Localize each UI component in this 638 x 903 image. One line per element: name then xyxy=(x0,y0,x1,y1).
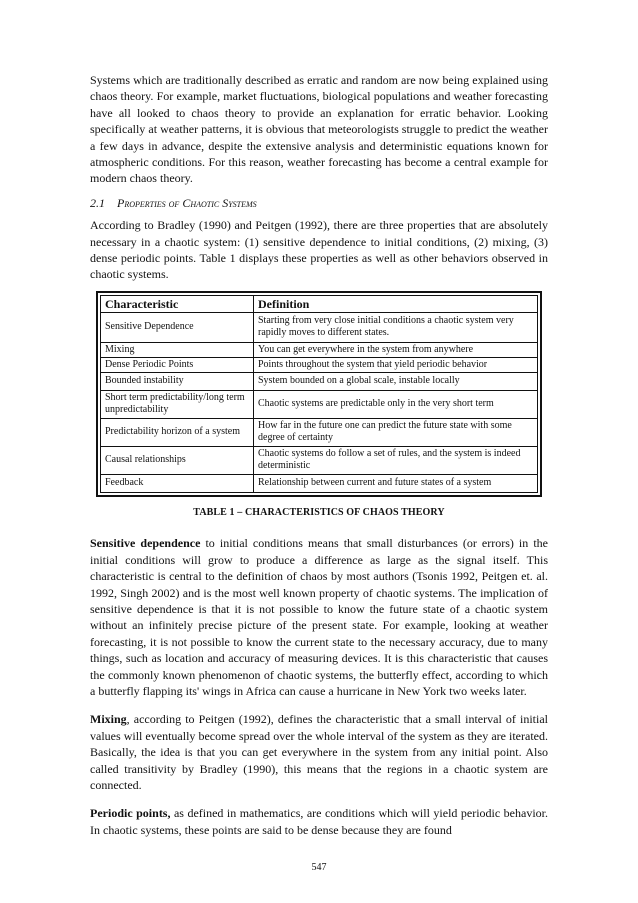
section-heading xyxy=(90,195,548,211)
characteristics-table-frame xyxy=(96,291,542,497)
cell-characteristic: Sensitive Dependence xyxy=(101,312,254,342)
cell-definition: Points throughout the system that yield periodic behavior xyxy=(254,357,538,372)
cell-characteristic: Mixing xyxy=(101,342,254,357)
page-content xyxy=(90,72,548,850)
cell-characteristic: Feedback xyxy=(101,474,254,492)
cell-characteristic: Bounded instability xyxy=(101,372,254,390)
mixing-term: Mixing xyxy=(90,712,127,727)
cell-characteristic: Predictability horizon of a system xyxy=(101,418,254,446)
cell-definition: Relationship between current and future states of a system xyxy=(254,474,538,492)
periodic-points-paragraph xyxy=(90,805,548,838)
sensitive-dependence-term: Sensitive dependence xyxy=(90,536,201,551)
table-row xyxy=(101,390,538,418)
table-row xyxy=(101,312,538,342)
cell-definition: Chaotic systems do follow a set of rules, and the system is indeed deterministic xyxy=(254,446,538,474)
characteristics-table xyxy=(100,295,538,493)
section-paragraph: According to Bradley (1990) and Peitgen (1992), there are three properties that are absolutely necessary in a chaotic system: (1) sensitive dependence to initial conditions, (2) mixing, (3) dense periodic points. Table 1 displays these properties as well as other behaviors observed in chaotic systems. xyxy=(90,218,548,282)
table-row xyxy=(101,342,538,357)
sensitive-dependence-paragraph xyxy=(90,535,548,699)
mixing-paragraph xyxy=(90,711,548,793)
cell-definition: Chaotic systems are predictable only in the very short term xyxy=(254,390,538,418)
table-row xyxy=(101,357,538,372)
cell-characteristic: Dense Periodic Points xyxy=(101,357,254,372)
table-caption: TABLE 1 – CHARACTERISTICS OF CHAOS THEORY xyxy=(193,506,445,518)
section-number: 2.1 xyxy=(90,195,105,210)
sensitive-dependence-text: to initial conditions means that small disturbances (or errors) in the initial conditions will grow to produce a difference as large as the signal itself. This characteristic is central to the definition of chaos by most authors (Tsonis 1992, Peitgen et. al. 1992, Singh 2002) and is the most well known property of chaotic systems. The implication of sensitive dependence is that it is not possible to know the future state of a chaotic system without an infinitely precise picture of the present state. For example, looking at weather forecasting, it is not possible to know the current state to the necessary accuracy, due to many things, such as location and accuracy of measuring devices. It is this characteristic that causes the commonly known phenomenon of chaotic systems, the butterfly effect, according to which a butterfly flapping its' wings in Africa can cause a hurricane in New York two weeks later. xyxy=(90,536,548,698)
header-definition: Definition xyxy=(254,295,538,312)
table-row xyxy=(101,474,538,492)
cell-definition: Starting from very close initial conditions a chaotic system very rapidly moves to different states. xyxy=(254,312,538,342)
table-header-row xyxy=(101,295,538,312)
section-title: Properties of Chaotic Systems xyxy=(117,195,257,210)
cell-characteristic: Causal relationships xyxy=(101,446,254,474)
intro-paragraph: Systems which are traditionally described as erratic and random are now being explained using chaos theory. For example, market fluctuations, biological populations and weather forecasting have all looked to chaos theory to provide an explanation for erratic behavior. Looking specifically at weather patterns, it is obvious that meteorologists struggle to predict the weather a few days in advance, despite the extensive analysis and deterministic equations known for atmospheric conditions. For this reason, weather forecasting has become a central example for modern chaos theory. xyxy=(90,73,548,186)
table-row xyxy=(101,418,538,446)
periodic-points-term: Periodic points, xyxy=(90,806,171,821)
periodic-points-text: as defined in mathematics, are conditions which will yield periodic behavior. In chaotic systems, these points are said to be dense because they are found xyxy=(90,806,548,837)
table-row xyxy=(101,446,538,474)
cell-definition: How far in the future one can predict the future state with some degree of certainty xyxy=(254,418,538,446)
mixing-text: , according to Peitgen (1992), defines the characteristic that a small interval of initial values will eventually become spread over the whole interval of the system as they are iterated. Basically, the idea is that you can get everywhere in the system from any initial point. Also called transitivity by Bradley (1990), this means that the regions in a chaotic system are connected. xyxy=(90,712,548,792)
cell-definition: You can get everywhere in the system from anywhere xyxy=(254,342,538,357)
cell-characteristic: Short term predictability/long term unpredictability xyxy=(101,390,254,418)
page-number: 547 xyxy=(311,862,327,873)
header-characteristic: Characteristic xyxy=(101,295,254,312)
table-row xyxy=(101,372,538,390)
cell-definition: System bounded on a global scale, instable locally xyxy=(254,372,538,390)
